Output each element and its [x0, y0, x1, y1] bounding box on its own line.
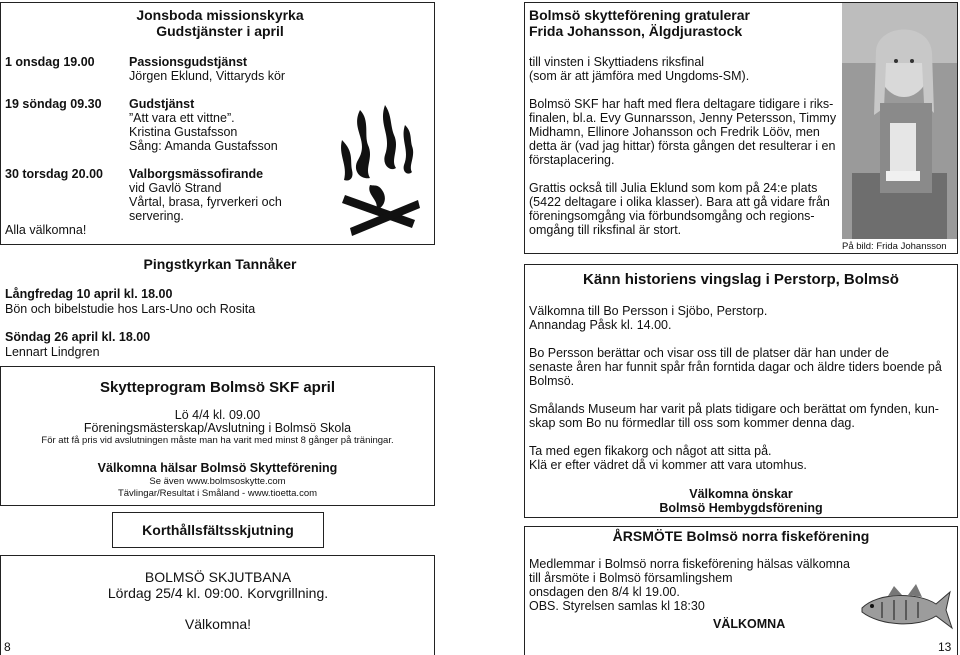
historia-box [524, 264, 958, 518]
photo-caption: På bild: Frida Johansson [842, 241, 947, 252]
event-detail: ”Att vara ett vittne”. [129, 111, 235, 125]
skf-event: Föreningsmästerskap/Avslutning i Bolmsö Skola [83, 421, 352, 435]
hist-line: skap som Bo nu förmedlar till oss som kommer denna dag. [529, 416, 855, 430]
event-detail: Vårtal, brasa, fyrverkeri och [129, 195, 282, 209]
skutbana-title: BOLMSÖ SKJUTBANA [144, 569, 292, 585]
welcome-text: Alla välkomna! [5, 223, 87, 237]
skutbana-welcome: Välkomna! [184, 616, 252, 632]
grat-line: förstaplacering. [529, 153, 615, 167]
hist-line: Ta med egen fikakorg och något att sitta på. [529, 444, 772, 458]
kort-title: Korthållsfältsskjutning [142, 522, 294, 538]
event-date: 1 onsdag 19.00 [5, 55, 95, 69]
event-detail: servering. [129, 209, 184, 223]
arsmote-line: onsdagen den 8/4 kl 19.00. [529, 585, 680, 599]
jonsboda-subtitle: Gudstjänster i april [156, 23, 284, 39]
arsmote-line: Medlemmar i Bolmsö norra fiskeförening hälsas välkomna [529, 557, 850, 571]
jonsboda-title: Jonsboda missionskyrka [136, 7, 304, 23]
pingst-event-date: Långfredag 10 april kl. 18.00 [5, 287, 173, 301]
skf-title: Skytteprogram Bolmsö SKF april [99, 379, 336, 396]
grat-line: till vinsten i Skyttiadens riksfinal [529, 55, 705, 69]
skf-web-link: Se även www.bolmsoskytte.com [149, 476, 286, 487]
grat-line: (som är att jämföra med Ungdoms-SM). [529, 69, 750, 83]
page-number: 13 [938, 640, 952, 654]
event-detail: Jörgen Eklund, Vittaryds kör [129, 69, 286, 83]
event-title: Valborgsmässofirande [129, 167, 264, 181]
event-title: Passionsgudstjänst [129, 55, 248, 69]
pingst-event-date: Söndag 26 april kl. 18.00 [5, 330, 151, 344]
arsmote-title: ÅRSMÖTE Bolmsö norra fiskeförening [612, 528, 870, 544]
hist-line: senaste åren har funnit spår från forntida dagar och äldre tiders boende på [529, 360, 942, 374]
bonfire-icon [330, 100, 430, 240]
photo-frida [842, 3, 957, 239]
grat-line: finalen, bl.a. Evy Gunnarsson, Jenny Petersson, Timmy [529, 111, 837, 125]
hist-line: Annandag Påsk kl. 14.00. [529, 318, 672, 332]
skf-welcome: Välkomna hälsar Bolmsö Skytteförening [97, 461, 338, 475]
event-date: 19 söndag 09.30 [5, 97, 102, 111]
pingst-event-text: Bön och bibelstudie hos Lars-Uno och Rosita [5, 302, 256, 316]
historia-title: Känn historiens vingslag i Perstorp, Bolmsö [583, 271, 899, 288]
grat-line: Grattis också till Julia Eklund som kom på 24:e plats [529, 181, 818, 195]
grat-line: Midhamn, Ellinore Johansson och Fredrik Lööv, men [529, 125, 820, 139]
pingst-title: Pingstkyrkan Tannåker [143, 256, 297, 272]
grat-line: detta är (vad jag hittar) första gången det resulterar i en [529, 139, 836, 153]
grat-title: Bolmsö skytteförening gratulerar [529, 7, 750, 23]
arsmote-welcome: VÄLKOMNA [713, 617, 786, 631]
hist-line: Smålands Museum har varit på plats tidigare och berättat om fynden, kun- [529, 402, 939, 416]
fish-icon [858, 578, 953, 640]
skutbana-date: Lördag 25/4 kl. 09:00. Korvgrillning. [107, 585, 329, 601]
grat-line: föreningsomgång via förbundsomgång och regions- [529, 209, 815, 223]
hist-welcome: Välkomna önskar [689, 487, 793, 501]
grat-line: omgång till riksfinal är stort. [529, 223, 682, 237]
skf-note: För att få pris vid avslutningen måste man ha varit med minst 8 gånger på träningar. [41, 435, 394, 446]
grat-subtitle: Frida Johansson, Älgdjurastock [529, 23, 743, 39]
event-date: 30 torsdag 20.00 [5, 167, 103, 181]
skf-web-link: Tävlingar/Resultat i Småland - www.tioetta.com [117, 488, 318, 499]
pingst-event-text: Lennart Lindgren [5, 345, 100, 359]
arsmote-line: till årsmöte i Bolmsö församlingshem [529, 571, 733, 585]
hist-line: Bolmsö. [529, 374, 575, 388]
event-detail: vid Gavlö Strand [129, 181, 222, 195]
hist-line: Bo Persson berättar och visar oss till de platser där han under de [529, 346, 889, 360]
page-number: 8 [4, 640, 11, 654]
hist-line: Välkomna till Bo Persson i Sjöbo, Perstorp. [529, 304, 768, 318]
grat-line: (5422 deltagare i olika klasser). Bara att gå vidare från [529, 195, 830, 209]
arsmote-line: OBS. Styrelsen samlas kl 18:30 [529, 599, 705, 613]
event-detail: Sång: Amanda Gustafsson [129, 139, 278, 153]
event-title: Gudstjänst [129, 97, 195, 111]
hist-line: Klä er efter vädret då vi kommer att vara utomhus. [529, 458, 807, 472]
grat-line: Bolmsö SKF har haft med flera deltagare tidigare i riks- [529, 97, 834, 111]
event-detail: Kristina Gustafsson [129, 125, 238, 139]
skf-date: Lö 4/4 kl. 09.00 [174, 408, 261, 422]
skutbana-box [0, 555, 435, 655]
hist-organizer: Bolmsö Hembygdsförening [659, 501, 823, 515]
